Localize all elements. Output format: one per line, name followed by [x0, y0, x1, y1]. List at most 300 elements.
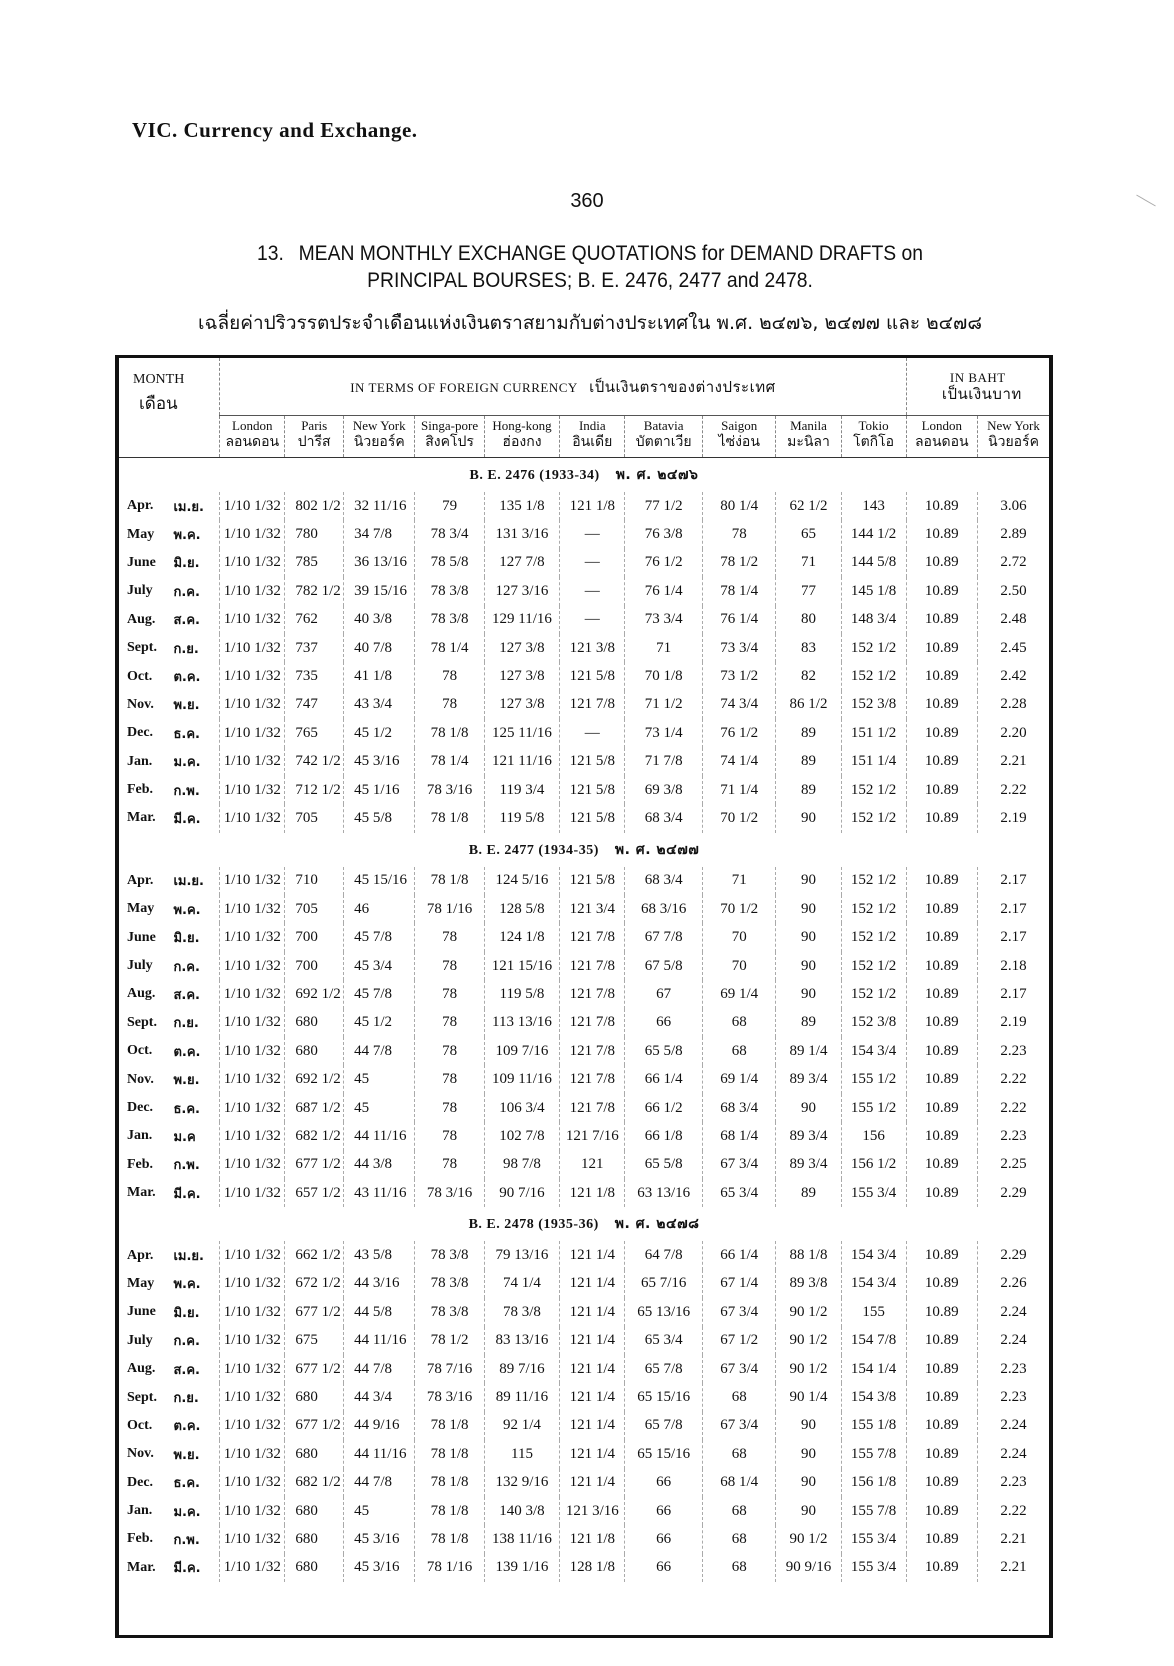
rate-cell: 90 9/16: [776, 1554, 841, 1582]
month-column-header: [119, 358, 220, 458]
rate-cell: 78 3/16: [415, 776, 484, 804]
column-header-london-baht: [906, 416, 977, 458]
month-th: ส.ค.: [173, 613, 200, 629]
rate-cell: 10.89: [906, 662, 977, 690]
rate-cell: 65 3/4: [703, 1179, 776, 1207]
rate-cell: 78 7/16: [415, 1355, 484, 1383]
rate-cell: 78 3/8: [415, 577, 484, 605]
rate-cell: 77: [776, 577, 841, 605]
rate-cell: 65 7/8: [625, 1355, 703, 1383]
rate-cell: 90: [776, 923, 841, 951]
rate-cell: 65 5/8: [625, 1151, 703, 1179]
column-header-hong-kong: [484, 416, 560, 458]
rate-cell: 78 1/8: [415, 1440, 484, 1468]
month-en: Nov.: [127, 696, 154, 712]
rate-cell: 68: [703, 1383, 776, 1411]
rate-cell: 74 1/4: [484, 1270, 560, 1298]
rate-cell: 89: [776, 776, 841, 804]
rate-cell: 121 7/8: [560, 1094, 625, 1122]
rate-cell: 65 15/16: [625, 1383, 703, 1411]
month-header-en: MONTH: [133, 372, 185, 387]
rate-cell: 46: [344, 895, 415, 923]
table-row: [119, 1241, 1049, 1269]
rate-cell: 1/10 1/32: [220, 1151, 285, 1179]
rate-cell: 2.22: [977, 1065, 1049, 1093]
rate-cell: 90 1/2: [776, 1327, 841, 1355]
rate-cell: 65 13/16: [625, 1298, 703, 1326]
rate-cell: 43 5/8: [344, 1241, 415, 1269]
rate-cell: 74 1/4: [703, 748, 776, 776]
month-en: Apr.: [127, 498, 154, 514]
rate-cell: 65 3/4: [625, 1327, 703, 1355]
rate-cell: 127 3/8: [484, 691, 560, 719]
rate-cell: 79: [415, 492, 484, 520]
month-th: มิ.ย.: [173, 556, 200, 572]
rate-cell: 2.50: [977, 577, 1049, 605]
month-th: พ.ค.: [173, 528, 201, 544]
rate-cell: 68: [703, 1009, 776, 1037]
rate-cell: 2.21: [977, 748, 1049, 776]
month-th: ส.ค.: [173, 987, 200, 1003]
column-header-th: นิวยอร์ค: [353, 434, 405, 450]
rate-cell: 80: [776, 606, 841, 634]
rate-cell: 135 1/8: [484, 492, 560, 520]
rate-cell: 1/10 1/32: [220, 1270, 285, 1298]
table-row: [119, 1412, 1049, 1440]
table-row: [119, 1440, 1049, 1468]
column-header-en: London: [921, 418, 963, 433]
rate-cell: 86 1/2: [776, 691, 841, 719]
rate-cell: 131 3/16: [484, 520, 560, 548]
rate-cell: 45 1/2: [344, 1009, 415, 1037]
rate-cell: 124 5/16: [484, 867, 560, 895]
column-header-en: Paris: [301, 418, 328, 433]
rate-cell: 68: [703, 1037, 776, 1065]
rate-cell: 78 1/8: [415, 804, 484, 832]
rate-cell: 45: [344, 1065, 415, 1093]
rate-cell: 1/10 1/32: [220, 1497, 285, 1525]
rate-cell: 45 5/8: [344, 804, 415, 832]
rate-cell: 2.23: [977, 1469, 1049, 1497]
rate-cell: 76 1/4: [703, 606, 776, 634]
rate-cell: 1/10 1/32: [220, 634, 285, 662]
rate-cell: 680: [285, 1497, 344, 1525]
rate-cell: 68: [703, 1554, 776, 1582]
page-number: 360: [570, 190, 604, 212]
rate-cell: 1/10 1/32: [220, 549, 285, 577]
rate-cell: 155: [841, 1298, 906, 1326]
rate-cell: 115: [484, 1440, 560, 1468]
rate-cell: 67 3/4: [703, 1412, 776, 1440]
rate-cell: 119 5/8: [484, 980, 560, 1008]
rate-cell: 121 3/16: [560, 1497, 625, 1525]
rate-cell: 66: [625, 1469, 703, 1497]
month-th: ต.ค.: [173, 1419, 201, 1435]
month-th: ต.ค.: [173, 1044, 201, 1060]
month-en: Aug.: [127, 611, 156, 627]
rate-cell: 106 3/4: [484, 1094, 560, 1122]
month-th: พ.ย.: [173, 698, 200, 714]
rate-cell: 78 1/4: [703, 577, 776, 605]
rate-cell: 155 1/8: [841, 1412, 906, 1440]
rate-cell: 680: [285, 1525, 344, 1553]
table-row: [119, 1009, 1049, 1037]
rate-cell: 154 3/4: [841, 1037, 906, 1065]
year-label-th: พ. ศ. ๒๔๗๖: [615, 467, 699, 483]
rate-cell: 127 3/16: [484, 577, 560, 605]
month-en: June: [127, 929, 156, 945]
rate-cell: 78: [415, 662, 484, 690]
table-row: [119, 1298, 1049, 1326]
rate-cell: 44 3/4: [344, 1383, 415, 1411]
table-row: [119, 895, 1049, 923]
rate-cell: 152 1/2: [841, 804, 906, 832]
rate-cell: 78 3/16: [415, 1179, 484, 1207]
rate-cell: 90 7/16: [484, 1179, 560, 1207]
rate-cell: 1/10 1/32: [220, 980, 285, 1008]
rate-cell: 44 11/16: [344, 1440, 415, 1468]
rate-cell: 700: [285, 923, 344, 951]
rate-cell: 71: [625, 634, 703, 662]
rate-cell: 66: [625, 1525, 703, 1553]
column-header-en: India: [578, 418, 606, 433]
rate-cell: 78: [415, 1151, 484, 1179]
year-section-row: [119, 833, 1049, 867]
rate-cell: 44 7/8: [344, 1355, 415, 1383]
rate-cell: 1/10 1/32: [220, 1327, 285, 1355]
rate-cell: 802 1/2: [285, 492, 344, 520]
rate-cell: 45 1/16: [344, 776, 415, 804]
title-line-2: PRINCIPAL BOURSES; B. E. 2476, 2477 and 2478.: [367, 269, 813, 292]
month-th: เม.ย.: [173, 499, 204, 515]
rate-cell: 127 7/8: [484, 549, 560, 577]
rate-cell: 44 11/16: [344, 1327, 415, 1355]
rate-cell: 121 5/8: [560, 804, 625, 832]
rate-cell: 78 3/8: [415, 1298, 484, 1326]
column-header-india: [560, 416, 625, 458]
rate-cell: 152 1/2: [841, 895, 906, 923]
rate-cell: 1/10 1/32: [220, 1355, 285, 1383]
rate-cell: 129 11/16: [484, 606, 560, 634]
rate-cell: 10.89: [906, 606, 977, 634]
rate-cell: 144 5/8: [841, 549, 906, 577]
rate-cell: 10.89: [906, 1412, 977, 1440]
rate-cell: 71 7/8: [625, 748, 703, 776]
rate-cell: 10.89: [906, 1241, 977, 1269]
month-th: ก.ค.: [173, 959, 200, 975]
rate-cell: 1/10 1/32: [220, 776, 285, 804]
rate-cell: 132 9/16: [484, 1469, 560, 1497]
rate-cell: 78 1/8: [415, 1412, 484, 1440]
rate-cell: 45 1/2: [344, 719, 415, 747]
rate-cell: 121 7/16: [560, 1122, 625, 1150]
month-th: มี.ค.: [173, 1186, 201, 1202]
rate-cell: 2.20: [977, 719, 1049, 747]
rate-cell: 78: [415, 1065, 484, 1093]
rate-cell: 1/10 1/32: [220, 577, 285, 605]
rate-cell: 44 9/16: [344, 1412, 415, 1440]
table-row: [119, 748, 1049, 776]
rate-cell: 10.89: [906, 1327, 977, 1355]
rate-cell: 78: [415, 980, 484, 1008]
rate-cell: 88 1/8: [776, 1241, 841, 1269]
rate-cell: 67 5/8: [625, 952, 703, 980]
rate-cell: 121 1/4: [560, 1355, 625, 1383]
baht-group-header: [906, 358, 1049, 416]
month-en: Dec.: [127, 1100, 154, 1115]
month-en: Dec.: [127, 725, 154, 741]
rate-cell: 140 3/8: [484, 1497, 560, 1525]
rate-cell: 782 1/2: [285, 577, 344, 605]
column-header-th: มะนิลา: [787, 434, 830, 450]
month-th: ก.ย.: [173, 1391, 199, 1407]
rate-cell: 680: [285, 1383, 344, 1411]
column-header-en: Singa-pore: [421, 418, 479, 433]
rate-cell: 66 1/4: [625, 1065, 703, 1093]
rate-cell: 2.29: [977, 1179, 1049, 1207]
rate-cell: 677 1/2: [285, 1151, 344, 1179]
rate-cell: 76 1/4: [625, 577, 703, 605]
rate-cell: 65 15/16: [625, 1440, 703, 1468]
month-th: มี.ค.: [173, 811, 201, 827]
table-row: [119, 1122, 1049, 1150]
rate-cell: 113 13/16: [484, 1009, 560, 1037]
rate-cell: —: [560, 520, 625, 548]
month-th: ก.ค.: [173, 584, 200, 600]
rate-cell: 1/10 1/32: [220, 719, 285, 747]
rate-cell: 10.89: [906, 1298, 977, 1326]
rate-cell: 89: [776, 748, 841, 776]
rate-cell: 121 1/8: [560, 492, 625, 520]
rate-cell: 102 7/8: [484, 1122, 560, 1150]
rate-cell: 10.89: [906, 1469, 977, 1497]
rate-cell: 121 1/4: [560, 1412, 625, 1440]
rate-cell: 2.45: [977, 634, 1049, 662]
rate-cell: 68 3/4: [625, 804, 703, 832]
rate-cell: 677 1/2: [285, 1355, 344, 1383]
month-en: Sept.: [127, 1014, 157, 1030]
month-en: Dec.: [127, 1474, 154, 1490]
table-row: [119, 1525, 1049, 1553]
rate-cell: 692 1/2: [285, 980, 344, 1008]
rate-cell: 66 1/8: [625, 1122, 703, 1150]
month-en: Mar.: [127, 1559, 156, 1575]
column-header-th: บัตตาเวีย: [635, 434, 692, 450]
rate-cell: 90: [776, 1094, 841, 1122]
month-th: ธ.ค.: [173, 1101, 200, 1117]
rate-cell: 2.26: [977, 1270, 1049, 1298]
rate-cell: —: [560, 606, 625, 634]
rate-cell: 68: [703, 1497, 776, 1525]
rate-cell: 62 1/2: [776, 492, 841, 520]
table-row: [119, 549, 1049, 577]
rate-cell: 78 1/8: [415, 1525, 484, 1553]
rate-cell: 78 1/16: [415, 895, 484, 923]
rate-cell: 677 1/2: [285, 1298, 344, 1326]
month-en: July: [127, 1332, 153, 1348]
column-header-new-york-baht: [977, 416, 1049, 458]
table-row: [119, 1094, 1049, 1122]
rate-cell: 78: [703, 520, 776, 548]
rate-cell: 41 1/8: [344, 662, 415, 690]
month-en: Aug.: [127, 1361, 156, 1377]
rate-cell: 2.28: [977, 691, 1049, 719]
rate-cell: 121 1/4: [560, 1440, 625, 1468]
rate-cell: 151 1/4: [841, 748, 906, 776]
rate-cell: 40 7/8: [344, 634, 415, 662]
rate-cell: 1/10 1/32: [220, 1440, 285, 1468]
rate-cell: 71 1/4: [703, 776, 776, 804]
year-label: [119, 458, 1049, 493]
rate-cell: 69 1/4: [703, 980, 776, 1008]
rate-cell: 45: [344, 1094, 415, 1122]
rate-cell: 156 1/8: [841, 1469, 906, 1497]
rate-cell: 2.19: [977, 1009, 1049, 1037]
rate-cell: 44 7/8: [344, 1469, 415, 1497]
rate-cell: 677 1/2: [285, 1412, 344, 1440]
rate-cell: 67 1/4: [703, 1270, 776, 1298]
month-th: ธ.ค.: [173, 726, 200, 742]
rate-cell: 1/10 1/32: [220, 520, 285, 548]
rate-cell: 78 3/8: [415, 1241, 484, 1269]
column-header-th: ไซ่ง่อน: [718, 434, 760, 450]
rate-cell: 10.89: [906, 895, 977, 923]
rate-cell: 1/10 1/32: [220, 691, 285, 719]
rate-cell: 2.22: [977, 1497, 1049, 1525]
table-row: [119, 1497, 1049, 1525]
rate-cell: 10.89: [906, 1525, 977, 1553]
rate-cell: 121 5/8: [560, 776, 625, 804]
year-label-th: พ. ศ. ๒๔๗๗: [614, 841, 700, 858]
month-en: Jan.: [127, 1128, 153, 1144]
month-en: Sept.: [127, 1389, 157, 1405]
rate-cell: 1/10 1/32: [220, 662, 285, 690]
month-th: ส.ค.: [173, 1362, 200, 1378]
rate-cell: 155 3/4: [841, 1554, 906, 1582]
rate-cell: 89 1/4: [776, 1037, 841, 1065]
rate-cell: 78: [415, 923, 484, 951]
column-header-en: Batavia: [643, 418, 684, 433]
rate-cell: 90: [776, 980, 841, 1008]
rate-cell: 1/10 1/32: [220, 1094, 285, 1122]
rate-cell: 78 5/8: [415, 549, 484, 577]
rate-cell: 152 1/2: [841, 634, 906, 662]
rate-cell: 2.25: [977, 1151, 1049, 1179]
rate-cell: 121 1/4: [560, 1298, 625, 1326]
foreign-group-th: เป็นเงินตราของต่างประเทศ: [589, 377, 776, 396]
table-number: 13.: [257, 242, 284, 265]
column-header-batavia: [625, 416, 703, 458]
rate-cell: 2.18: [977, 952, 1049, 980]
rate-cell: 34 7/8: [344, 520, 415, 548]
rate-cell: 121 1/8: [560, 1179, 625, 1207]
rate-cell: 2.19: [977, 804, 1049, 832]
rate-cell: 1/10 1/32: [220, 1065, 285, 1093]
rate-cell: 121 7/8: [560, 923, 625, 951]
rate-cell: 109 7/16: [484, 1037, 560, 1065]
rate-cell: 45 3/16: [344, 748, 415, 776]
year-label: [119, 1207, 1049, 1241]
rate-cell: 10.89: [906, 1355, 977, 1383]
year-label: [119, 833, 1049, 867]
rate-cell: 77 1/2: [625, 492, 703, 520]
rate-cell: 2.17: [977, 923, 1049, 951]
rate-cell: 121 7/8: [560, 980, 625, 1008]
column-header-en: Saigon: [721, 418, 758, 433]
rate-cell: 78 3/8: [484, 1298, 560, 1326]
year-section-row: [119, 458, 1049, 493]
month-en: June: [127, 1304, 156, 1320]
rate-cell: 1/10 1/32: [220, 952, 285, 980]
rate-cell: 121 3/4: [560, 895, 625, 923]
rate-cell: 2.24: [977, 1327, 1049, 1355]
rate-cell: 662 1/2: [285, 1241, 344, 1269]
column-header-en: New York: [352, 418, 406, 433]
rate-cell: 1/10 1/32: [220, 1469, 285, 1497]
rate-cell: 10.89: [906, 577, 977, 605]
rate-cell: 785: [285, 549, 344, 577]
rate-cell: 90 1/4: [776, 1383, 841, 1411]
rate-cell: 89 3/8: [776, 1270, 841, 1298]
rate-cell: 63 13/16: [625, 1179, 703, 1207]
rate-cell: 154 7/8: [841, 1327, 906, 1355]
rate-cell: 121 1/4: [560, 1327, 625, 1355]
rate-cell: 148 3/4: [841, 606, 906, 634]
rate-cell: 82: [776, 662, 841, 690]
rate-cell: 1/10 1/32: [220, 1009, 285, 1037]
rate-cell: 67 1/2: [703, 1327, 776, 1355]
column-header-th: โตกิโอ: [853, 434, 895, 450]
month-th: ธ.ค.: [173, 1476, 200, 1492]
rate-cell: 89 3/4: [776, 1151, 841, 1179]
rate-cell: 68: [703, 1440, 776, 1468]
rate-cell: 45 7/8: [344, 980, 415, 1008]
rate-cell: 1/10 1/32: [220, 804, 285, 832]
rate-cell: 747: [285, 691, 344, 719]
rate-cell: 121 1/4: [560, 1469, 625, 1497]
rate-cell: 700: [285, 952, 344, 980]
month-en: Mar.: [127, 810, 156, 826]
title-line-1: MEAN MONTHLY EXCHANGE QUOTATIONS for DEMAND DRAFTS on: [298, 242, 923, 265]
rate-cell: 1/10 1/32: [220, 1298, 285, 1326]
table-row: [119, 1270, 1049, 1298]
rate-cell: 69 3/8: [625, 776, 703, 804]
rate-cell: 44 3/16: [344, 1270, 415, 1298]
rate-cell: 68 1/4: [703, 1469, 776, 1497]
rate-cell: 1/10 1/32: [220, 1383, 285, 1411]
column-header-th: ปารีส: [297, 434, 331, 450]
month-th: มี.ค.: [173, 1561, 201, 1577]
rate-cell: 152 1/2: [841, 776, 906, 804]
month-th: มิ.ย.: [173, 1305, 200, 1321]
rate-cell: 80 1/4: [703, 492, 776, 520]
table-row: [119, 1554, 1049, 1582]
month-en: Apr.: [127, 1247, 154, 1263]
rate-cell: 762: [285, 606, 344, 634]
rate-cell: 44 3/8: [344, 1151, 415, 1179]
rate-cell: 692 1/2: [285, 1065, 344, 1093]
rate-cell: 90: [776, 867, 841, 895]
rate-cell: 74 3/4: [703, 691, 776, 719]
rate-cell: 44 5/8: [344, 1298, 415, 1326]
month-th: เม.ย.: [173, 874, 204, 890]
month-en: Sept.: [127, 640, 157, 656]
table-row: [119, 691, 1049, 719]
rate-cell: 39 15/16: [344, 577, 415, 605]
rate-cell: 66 1/2: [625, 1094, 703, 1122]
rate-cell: 67 3/4: [703, 1298, 776, 1326]
rate-cell: 32 11/16: [344, 492, 415, 520]
